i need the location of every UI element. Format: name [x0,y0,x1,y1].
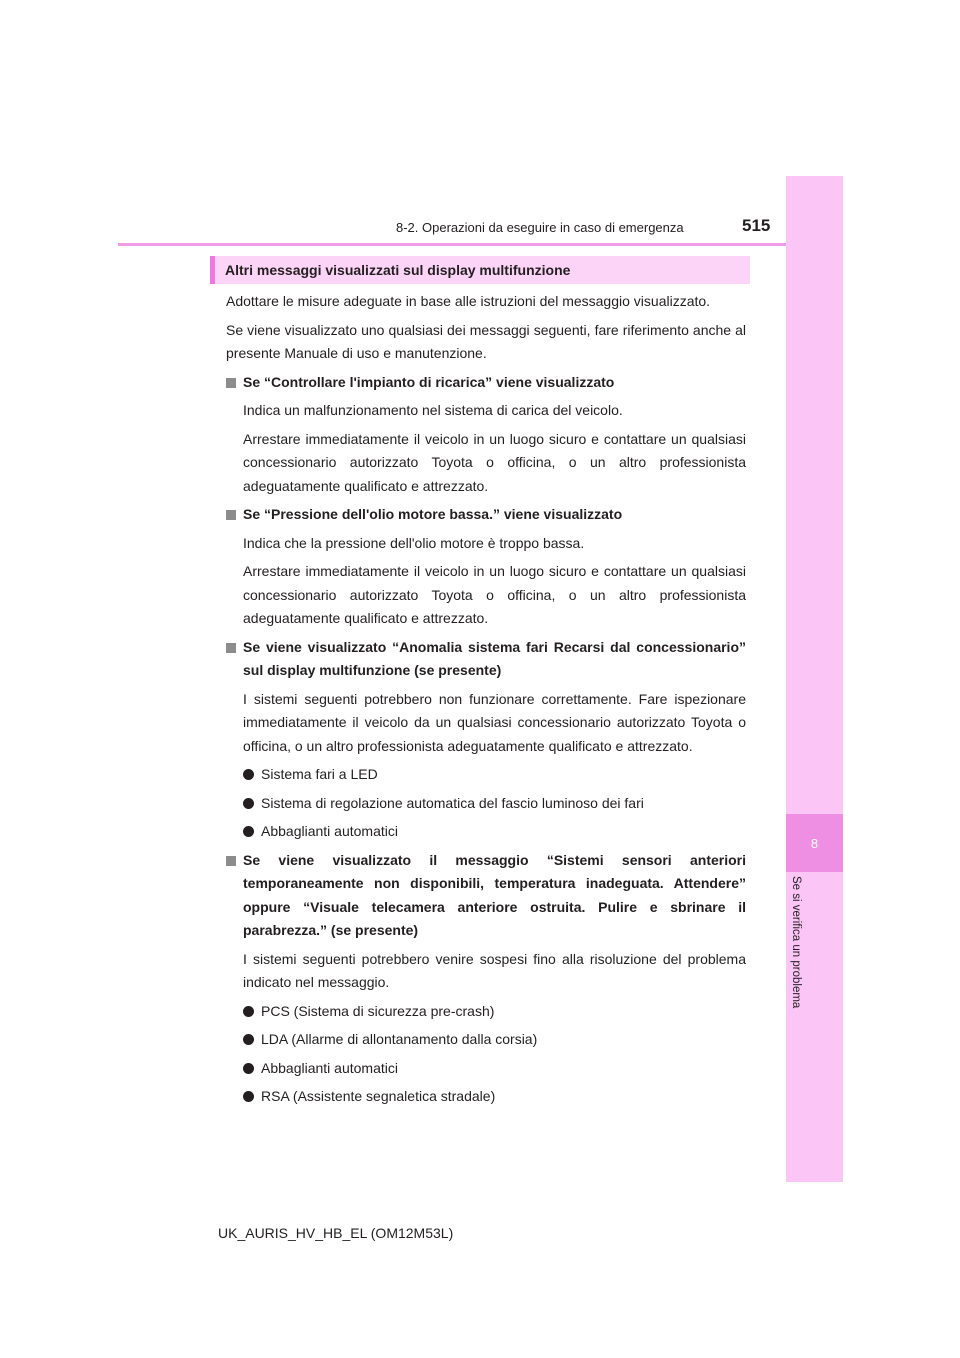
list-item [226,1057,746,1081]
list-item-text: Abbaglianti automatici [261,823,398,839]
item-heading [226,503,746,527]
square-bullet-icon [226,856,236,866]
item-paragraph: I sistemi seguenti potrebbero non funzionare correttamente. Fare ispezionare immediatamente il veicolo da un qualsiasi concessionario autorizzato Toyota o officina, o un altro professionista adeguatamente qualificato e attrezzato. [243,690,746,754]
list-item [226,792,746,816]
section-title-bar: Altri messaggi visualizzati sul display multifunzione [210,256,750,284]
item-heading-text: Se “Pressione dell'olio motore bassa.” viene visualizzato [243,506,623,522]
list-item-text: Abbaglianti automatici [261,1059,398,1076]
list-item [226,763,746,787]
content-body [226,290,746,1114]
list-item [226,1085,746,1109]
round-bullet-icon [243,826,254,837]
item-paragraph: Indica che la pressione dell'olio motore è troppo bassa. [243,534,585,551]
square-bullet-icon [226,643,236,653]
list-item-text: LDA (Allarme di allontanamento dalla corsia) [261,1031,538,1047]
round-bullet-icon [243,1063,254,1074]
item-heading [226,636,746,683]
round-bullet-icon [243,769,254,780]
page-number: 515 [742,216,771,235]
item-heading-text: Se viene visualizzato il messaggio “Sistemi sensori anteriori temporaneamente non disponibili, temperatura inadeguata. Attendere” oppure “Visuale telecamera anteriore ostruita. Pulire e sbrinare il parabrezza.” (se presente) [243,851,746,938]
list-item [226,1000,746,1024]
round-bullet-icon [243,1034,254,1045]
round-bullet-icon [243,1006,254,1017]
intro-paragraph: Adottare le misure adeguate in base alle istruzioni del messaggio visualizzato. [226,293,711,309]
item-heading-text: Se viene visualizzato “Anomalia sistema fari Recarsi dal concessionario” sul display multifunzione (se presente) [243,638,746,678]
item-paragraph: I sistemi seguenti potrebbero venire sospesi fino alla risoluzione del problema indicato nel messaggio. [243,950,746,990]
list-item-text: PCS (Sistema di sicurezza pre-crash) [261,1002,495,1019]
item-heading-text: Se “Controllare l'impianto di ricarica” viene visualizzato [243,373,615,390]
header-rule [118,243,786,246]
list-item [226,1028,746,1052]
list-item-text: Sistema di regolazione automatica del fascio luminoso dei fari [261,794,644,811]
square-bullet-icon [226,378,236,388]
square-bullet-icon [226,510,236,520]
header-section-title: 8-2. Operazioni da eseguire in caso di emergenza [396,220,684,235]
item-paragraph: Arrestare immediatamente il veicolo in un luogo sicuro e contattare un qualsiasi concessionario autorizzato Toyota o officina, o un altro professionista adeguatamente qualificato e attrezzato. [243,430,746,494]
item-paragraph: Arrestare immediatamente il veicolo in un luogo sicuro e contattare un qualsiasi concessionario autorizzato Toyota o officina, o un altro professionista adeguatamente qualificato e attrezzato. [243,563,746,626]
list-item-text: Sistema fari a LED [261,766,378,782]
item-heading [226,371,746,395]
item-heading [226,849,746,943]
chapter-number-tab: 8 [786,814,843,872]
list-item [226,820,746,844]
footer-model-code: UK_AURIS_HV_HB_EL (OM12M53L) [218,1225,454,1241]
item-paragraph: Indica un malfunzionamento nel sistema di carica del veicolo. [243,402,623,418]
list-item-text: RSA (Assistente segnaletica stradale) [261,1088,496,1104]
round-bullet-icon [243,798,254,809]
intro-paragraph: Se viene visualizzato uno qualsiasi dei messaggi seguenti, fare riferimento anche al presente Manuale di uso e manutenzione. [226,321,746,361]
round-bullet-icon [243,1091,254,1102]
chapter-title-vertical: Se si verifica un problema [790,876,802,1009]
